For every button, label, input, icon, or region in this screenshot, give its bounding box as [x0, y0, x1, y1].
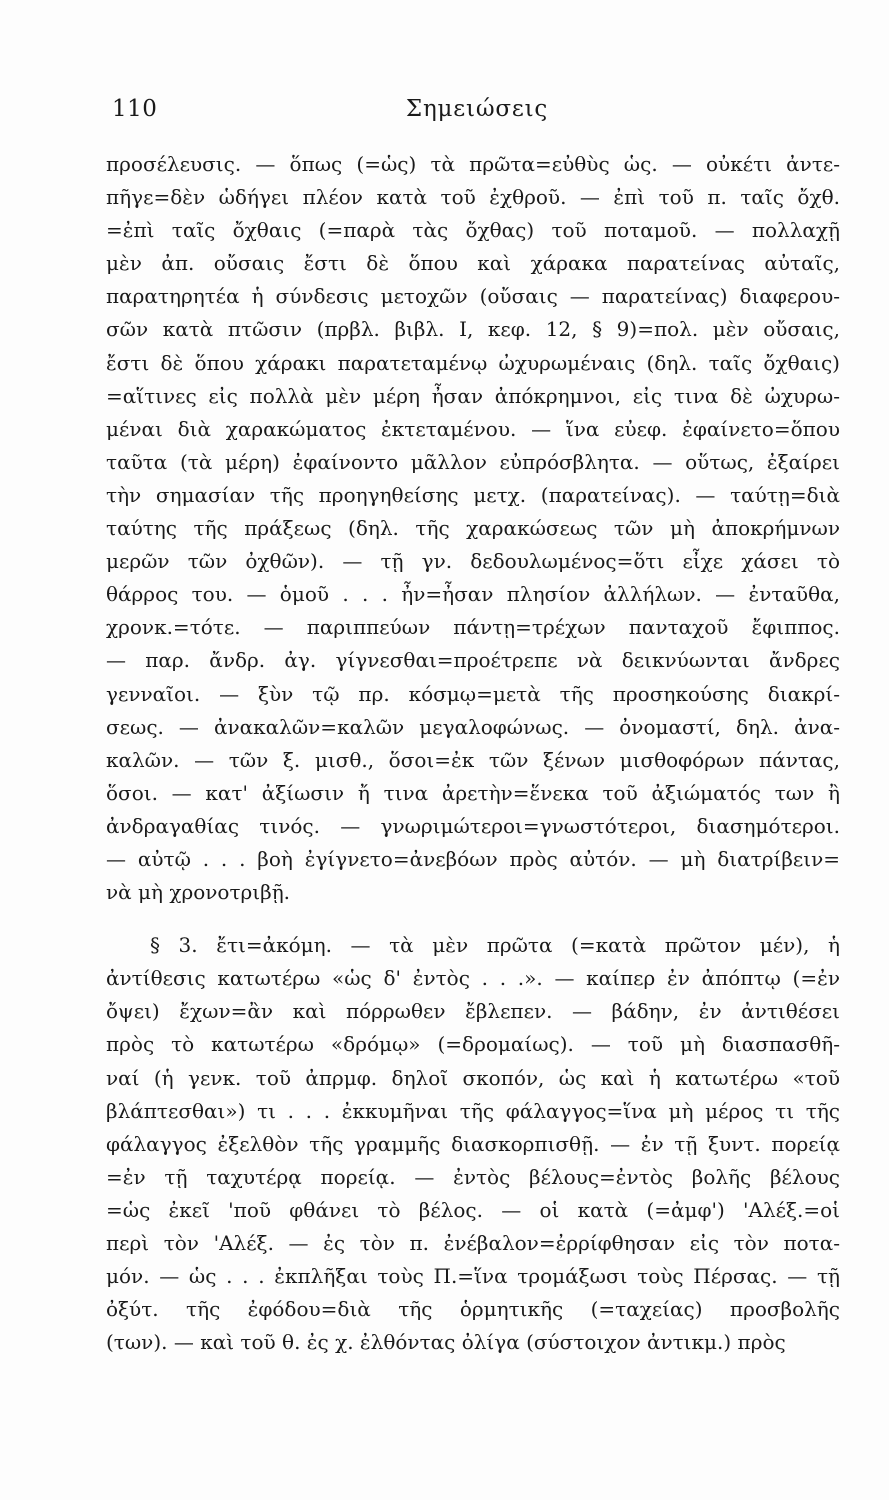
text-line: ὅσοι. — κατ' ἀξίωσιν ἤ τινα ἀρετὴν=ἕνεκα τοῦ ἀξιώματός των ἢ [106, 780, 840, 805]
page-number: 110 [112, 96, 158, 122]
paragraph-gap [106, 909, 840, 929]
text-line: =ἐν τῇ ταχυτέρᾳ πορείᾳ. — ἐντὸς βέλους=ἐντὸς βολῆς βέλους [106, 1164, 840, 1189]
text-line: γενναῖοι. — ξὺν τῷ πρ. κόσμῳ=μετὰ τῆς προσηκούσης διακρί- [106, 681, 840, 706]
notes-body [106, 148, 840, 1359]
text-line: πρὸς τὸ κατωτέρω «δρόμῳ» (=δρομαίως). — τοῦ μὴ διασπασθῆ- [106, 1032, 840, 1057]
text-line: καλῶν. — τῶν ξ. μισθ., ὅσοι=ἐκ τῶν ξένων μισθοφόρων πάντας, [106, 747, 840, 772]
text-line: θάρρος του. — ὁμοῦ . . . ἦν=ἦσαν πλησίον ἀλλήλων. — ἐνταῦθα, [106, 582, 840, 607]
text-line: =αἵτινες εἰς πολλὰ μὲν μέρη ἦσαν ἀπόκρημνοι, εἰς τινα δὲ ὠχυρω- [106, 383, 840, 408]
text-line: φάλαγγος ἐξελθὸν τῆς γραμμῆς διασκορπισθῇ. — ἐν τῇ ξυντ. πορείᾳ [106, 1131, 840, 1156]
text-line: — παρ. ἄνδρ. ἀγ. γίγνεσθαι=προέτρεπε νὰ δεικνύωνται ἄνδρες [106, 648, 840, 673]
text-line: βλάπτεσθαι») τι . . . ἐκκυμῆναι τῆς φάλαγγος=ἵνα μὴ μέρος τι τῆς [106, 1098, 840, 1123]
text-line: πῆγε=δὲν ὡδήγει πλέον κατὰ τοῦ ἐχθροῦ. — ἐπὶ τοῦ π. ταῖς ὄχθ. [106, 185, 840, 210]
text-line: ἀντίθεσις κατωτέρω «ὡς δ' ἐντὸς . . .». — καίπερ ἐν ἀπόπτῳ (=ἐν [106, 966, 840, 991]
notes-paragraph-2 [106, 929, 840, 1359]
text-line: ταύτης τῆς πράξεως (δηλ. τῆς χαρακώσεως τῶν μὴ ἀποκρήμνων [106, 516, 840, 541]
text-line: ναί (ἡ γενκ. τοῦ ἀπρμφ. δηλοῖ σκοπόν, ὡς καὶ ἡ κατωτέρω «τοῦ [106, 1065, 840, 1090]
text-line: μόν. — ὡς . . . ἐκπλῆξαι τοὺς Π.=ἵνα τρομάξωσι τοὺς Πέρσας. — τῇ [106, 1264, 840, 1289]
text-line: μὲν ἀπ. οὔσαις ἔστι δὲ ὅπου καὶ χάρακα παρατείνας αὐταῖς, [106, 251, 840, 276]
text-line: — αὐτῷ . . . βοὴ ἐγίγνετο=ἀνεβόων πρὸς αὐτόν. — μὴ διατρίβειν= [106, 846, 840, 871]
text-line: ὄψει) ἔχων=ἂν καὶ πόρρωθεν ἔβλεπεν. — βάδην, ἐν ἀντιθέσει [106, 999, 840, 1024]
text-line: =ὡς ἐκεῖ 'ποῦ φθάνει τὸ βέλος. — οἱ κατὰ (=ἀμφ') 'Αλέξ.=οἱ [106, 1197, 840, 1222]
text-line: περὶ τὸν 'Αλέξ. — ἐς τὸν π. ἐνέβαλον=ἐρρίφθησαν εἰς τὸν ποτα- [106, 1231, 840, 1255]
text-line: (των). — καὶ τοῦ θ. ἐς χ. ἐλθόντας ὀλίγα (σύστοιχον ἀντικμ.) πρὸς [106, 1330, 786, 1355]
text-line: ὀξύτ. τῆς ἐφόδου=διὰ τῆς ὁρμητικῆς (=ταχείας) προσβολῆς [106, 1297, 840, 1322]
text-line: σῶν κατὰ πτῶσιν (πρβλ. βιβλ. I, κεφ. 12, § 9)=πολ. μὲν οὔσαις, [106, 317, 840, 342]
text-line: ταῦτα (τὰ μέρη) ἐφαίνοντο μᾶλλον εὐπρόσβλητα. — οὕτως, ἐξαίρει [106, 449, 840, 474]
text-line: ἀνδραγαθίας τινός. — γνωριμώτεροι=γνωστότεροι, διασημότεροι. [106, 813, 840, 838]
running-head: Σημειώσεις [405, 96, 549, 122]
text-line: προσέλευσις. — ὅπως (=ὡς) τὰ πρῶτα=εὐθὺς ὡς. — οὐκέτι ἀντε- [106, 152, 840, 176]
text-line: § 3. ἔτι=ἀκόμη. — τὰ μὲν πρῶτα (=κατὰ πρῶτον μέν), ἡ [150, 933, 840, 958]
notes-paragraph-1 [106, 148, 840, 909]
text-line: παρατηρητέα ἡ σύνδεσις μετοχῶν (οὔσαις — παρατείνας) διαφερου- [106, 284, 840, 309]
text-line: σεως. — ἀνακαλῶν=καλῶν μεγαλοφώνως. — ὀνομαστί, δηλ. ἀνα- [106, 714, 840, 739]
text-line: ἔστι δὲ ὅπου χάρακι παρατεταμένῳ ὠχυρωμέναις (δηλ. ταῖς ὄχθαις) [106, 350, 840, 375]
text-line: τὴν σημασίαν τῆς προηγηθείσης μετχ. (παρατείνας). — ταύτῃ=διὰ [106, 482, 840, 507]
text-line: μερῶν τῶν ὀχθῶν). — τῇ γν. δεδουλωμένος=ὅτι εἶχε χάσει τὸ [106, 549, 840, 574]
text-line: =ἐπὶ ταῖς ὄχθαις (=παρὰ τὰς ὄχθας) τοῦ ποταμοῦ. — πολλαχῇ [106, 218, 840, 243]
text-line: χρονκ.=τότε. — παριππεύων πάντῃ=τρέχων πανταχοῦ ἔφιππος. [106, 615, 840, 640]
text-line: μέναι διὰ χαρακώματος ἐκτεταμένου. — ἵνα εὐεφ. ἐφαίνετο=ὅπου [106, 416, 840, 441]
text-line: νὰ μὴ χρονοτριβῇ. [106, 880, 291, 905]
page-header [112, 96, 842, 136]
